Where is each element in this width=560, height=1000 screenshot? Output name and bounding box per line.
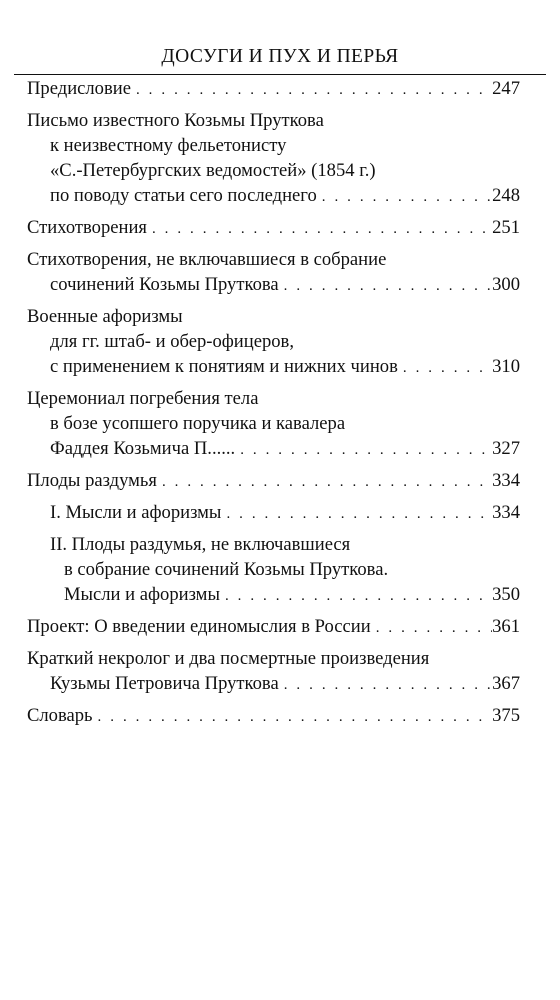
- title-rule: [14, 74, 546, 75]
- dot-leader: [279, 274, 492, 297]
- page-number: 375: [492, 705, 520, 726]
- toc-entry: [27, 703, 520, 728]
- dot-leader: [371, 616, 492, 639]
- toc-entry: [27, 468, 520, 607]
- entry-title-line: к неизвестному фельетонисту: [50, 135, 287, 156]
- subentry-title-line: Мысли и афоризмы: [64, 584, 220, 605]
- toc-line: [27, 436, 520, 461]
- page-number: 361: [492, 616, 520, 637]
- toc-line: [27, 671, 520, 696]
- dot-leader: [221, 502, 492, 525]
- entry-title-line: Военные афоризмы: [27, 306, 183, 327]
- toc-entry: [27, 108, 520, 208]
- toc-line: [27, 703, 520, 728]
- toc-line: [27, 614, 520, 639]
- page-number: 247: [492, 78, 520, 99]
- page-number: 251: [492, 217, 520, 238]
- page-number: 300: [492, 274, 520, 295]
- toc-line: [27, 500, 520, 525]
- dot-leader: [220, 584, 492, 607]
- toc-entry: [27, 247, 520, 297]
- subentry-title-line: в собрание сочинений Козьмы Пруткова.: [64, 559, 389, 580]
- entry-title-line: в бозе усопшего поручика и кавалера: [50, 413, 346, 434]
- entry-title-line: по поводу статьи сего последнего: [50, 185, 317, 206]
- subentry-title-line: II. Плоды раздумья, не включавшиеся: [50, 534, 351, 555]
- table-of-contents: [27, 76, 520, 728]
- toc-line: [27, 468, 520, 493]
- dot-leader: [93, 705, 493, 728]
- dot-leader: [317, 185, 492, 208]
- entry-title: Словарь: [27, 705, 93, 726]
- section-title: ДОСУГИ И ПУХ И ПЕРЬЯ: [161, 46, 399, 67]
- toc-line: [27, 76, 520, 101]
- entry-title-line: Фаддея Козьмича П......: [50, 438, 236, 459]
- entry-title-line: Письмо известного Козьмы Пруткова: [27, 110, 324, 131]
- toc-entry: [27, 215, 520, 240]
- page-number: 367: [492, 673, 520, 694]
- page-number: 334: [492, 502, 520, 523]
- entry-title-line: с применением к понятиям и нижних чинов: [50, 356, 398, 377]
- toc-line: [27, 215, 520, 240]
- page-number: 248: [492, 185, 520, 206]
- entry-title-line: Церемониал погребения тела: [27, 388, 259, 409]
- entry-title: Плоды раздумья: [27, 470, 157, 491]
- toc-subentry: [27, 500, 520, 525]
- toc-line: [27, 582, 520, 607]
- page-number: 334: [492, 470, 520, 491]
- entry-title: Стихотворения: [27, 217, 147, 238]
- dot-leader: [157, 470, 492, 493]
- toc-entry: [27, 386, 520, 461]
- toc-line: [27, 354, 520, 379]
- toc-entry: [27, 646, 520, 696]
- page-number: 350: [492, 584, 520, 605]
- toc-entry: [27, 614, 520, 639]
- toc-line: [27, 272, 520, 297]
- dot-leader: [131, 78, 492, 101]
- entry-title-line: «С.-Петербургских ведомостей» (1854 г.): [50, 160, 376, 181]
- toc-entry: [27, 76, 520, 101]
- entry-title-line: Кузьмы Петровича Пруткова: [50, 673, 279, 694]
- entry-title: Предисловие: [27, 78, 131, 99]
- page-number: 310: [492, 356, 520, 377]
- entry-title-line: для гг. штаб- и обер-офицеров,: [50, 331, 294, 352]
- page-number: 327: [492, 438, 520, 459]
- entry-title-line: Краткий некролог и два посмертные произведения: [27, 648, 430, 669]
- dot-leader: [398, 356, 492, 379]
- entry-title: Проект: О введении единомыслия в России: [27, 616, 371, 637]
- toc-subentry: [27, 532, 520, 607]
- dot-leader: [235, 438, 492, 461]
- subentry-title: I. Мысли и афоризмы: [50, 502, 222, 523]
- dot-leader: [279, 673, 492, 696]
- toc-line: [27, 183, 520, 208]
- entry-title-line: Стихотворения, не включавшиеся в собрание: [27, 249, 387, 270]
- dot-leader: [147, 217, 492, 240]
- entry-title-line: сочинений Козьмы Пруткова: [50, 274, 279, 295]
- toc-entry: [27, 304, 520, 379]
